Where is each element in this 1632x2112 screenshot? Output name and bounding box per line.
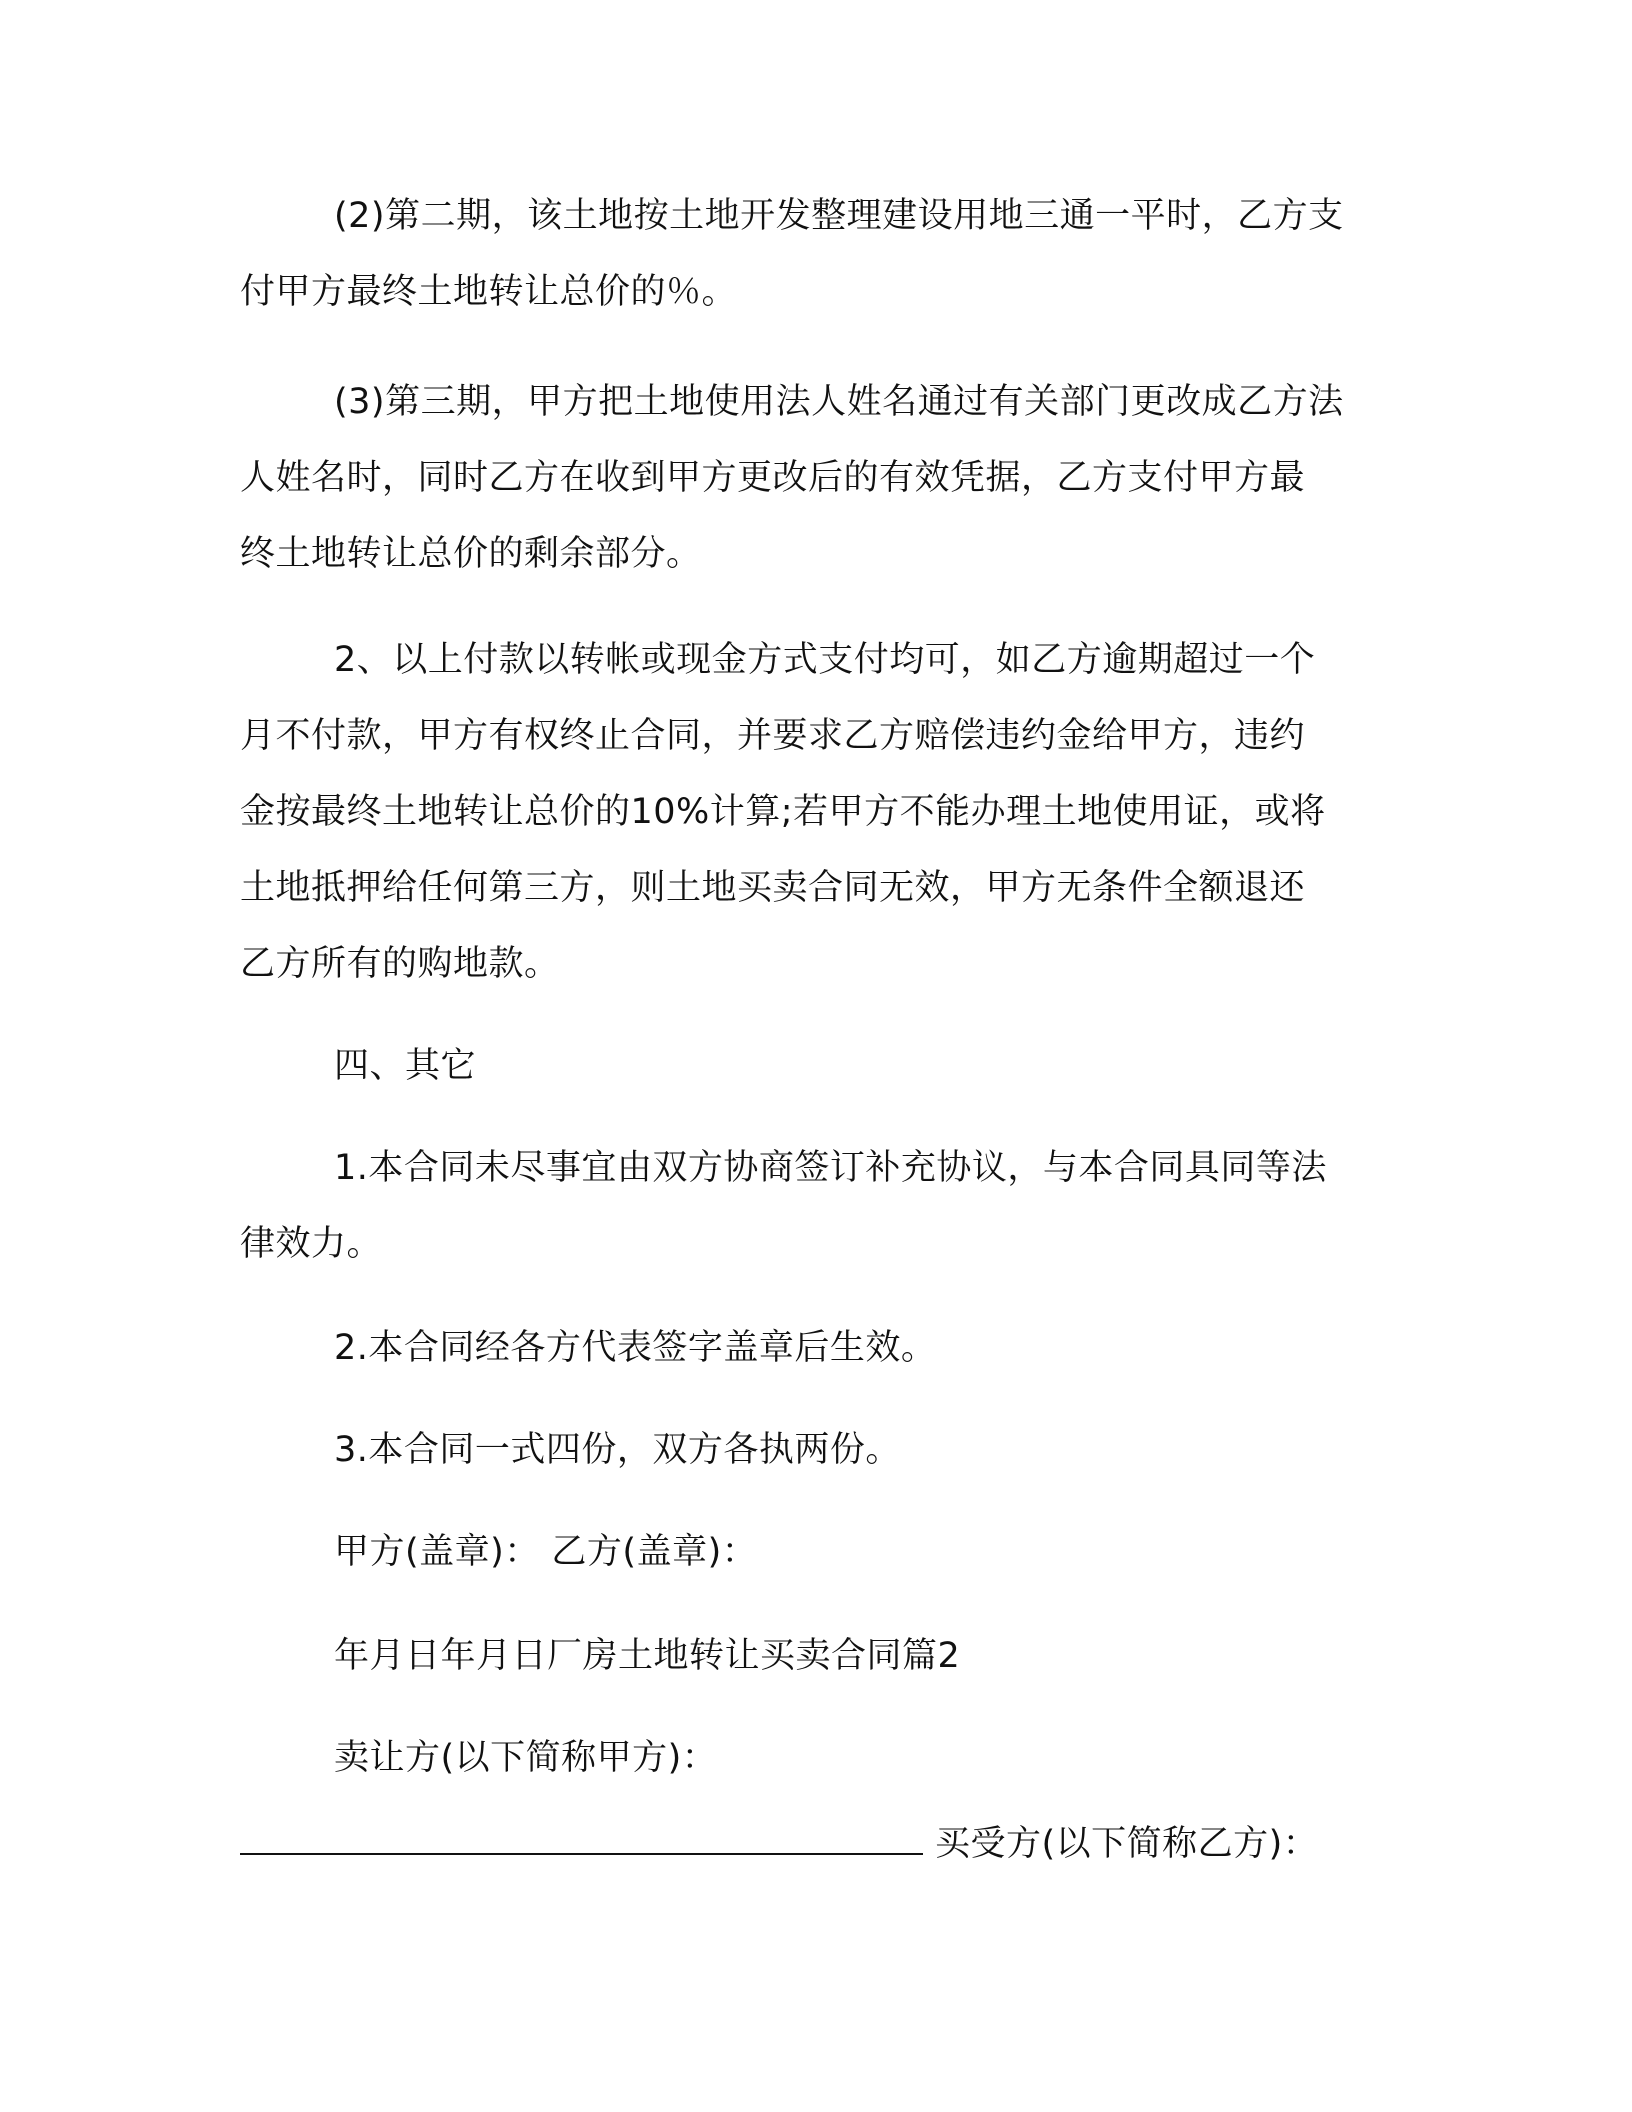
text-line: 四、其它 [334, 1046, 477, 1086]
text-line: 2.本合同经各方代表签字盖章后生效。 [334, 1328, 937, 1368]
paragraph-payment-phase-3 [240, 364, 1390, 592]
text-line: 土地抵押给任何第三方，则土地买卖合同无效，甲方无条件全额退还 [240, 868, 1306, 908]
fill-in-blank-line[interactable] [240, 1817, 923, 1855]
text-line: 终土地转让总价的剩余部分。 [240, 534, 702, 574]
text-line: 律效力。 [240, 1224, 383, 1264]
seller-label [240, 1720, 1390, 1796]
text-line [240, 1806, 1390, 1882]
buyer-label: 买受方(以下简称乙方)： [935, 1824, 1319, 1864]
text-line: 月不付款，甲方有权终止合同，并要求乙方赔偿违约金给甲方，违约 [240, 716, 1306, 756]
paragraph-clause-2 [240, 1310, 1390, 1386]
paragraph-clause-3 [240, 1412, 1390, 1488]
paragraph-clause-1 [240, 1130, 1390, 1282]
text-line: 人姓名时，同时乙方在收到甲方更改后的有效凭据，乙方支付甲方最 [240, 458, 1306, 498]
text-line: 1.本合同未尽事宜由双方协商签订补充协议，与本合同具同等法 [334, 1148, 1327, 1188]
text-line: 乙方所有的购地款。 [240, 944, 560, 984]
signature-line [240, 1514, 1390, 1590]
text-line: 年月日年月日厂房土地转让买卖合同篇2 [334, 1636, 961, 1676]
text-line: 甲方(盖章)： 乙方(盖章)： [334, 1532, 758, 1572]
text-line: (3)第三期，甲方把土地使用法人姓名通过有关部门更改成乙方法 [334, 382, 1344, 422]
text-line: 3.本合同一式四份，双方各执两份。 [334, 1430, 901, 1470]
paragraph-payment-phase-2 [240, 178, 1390, 330]
text-line: 金按最终土地转让总价的10%计算;若甲方不能办理土地使用证，或将 [240, 792, 1326, 832]
text-line: 付甲方最终土地转让总价的％。 [240, 272, 738, 312]
text-line: (2)第二期，该土地按土地开发整理建设用地三通一平时，乙方支 [334, 196, 1344, 236]
text-line: 2、以上付款以转帐或现金方式支付均可，如乙方逾期超过一个 [334, 640, 1316, 680]
date-and-title-line [240, 1618, 1390, 1694]
paragraph-payment-terms [240, 622, 1390, 1002]
section-heading-other [240, 1028, 1390, 1104]
text-line: 卖让方(以下简称甲方)： [334, 1738, 718, 1778]
seller-blank-and-buyer-label [240, 1806, 1390, 1882]
